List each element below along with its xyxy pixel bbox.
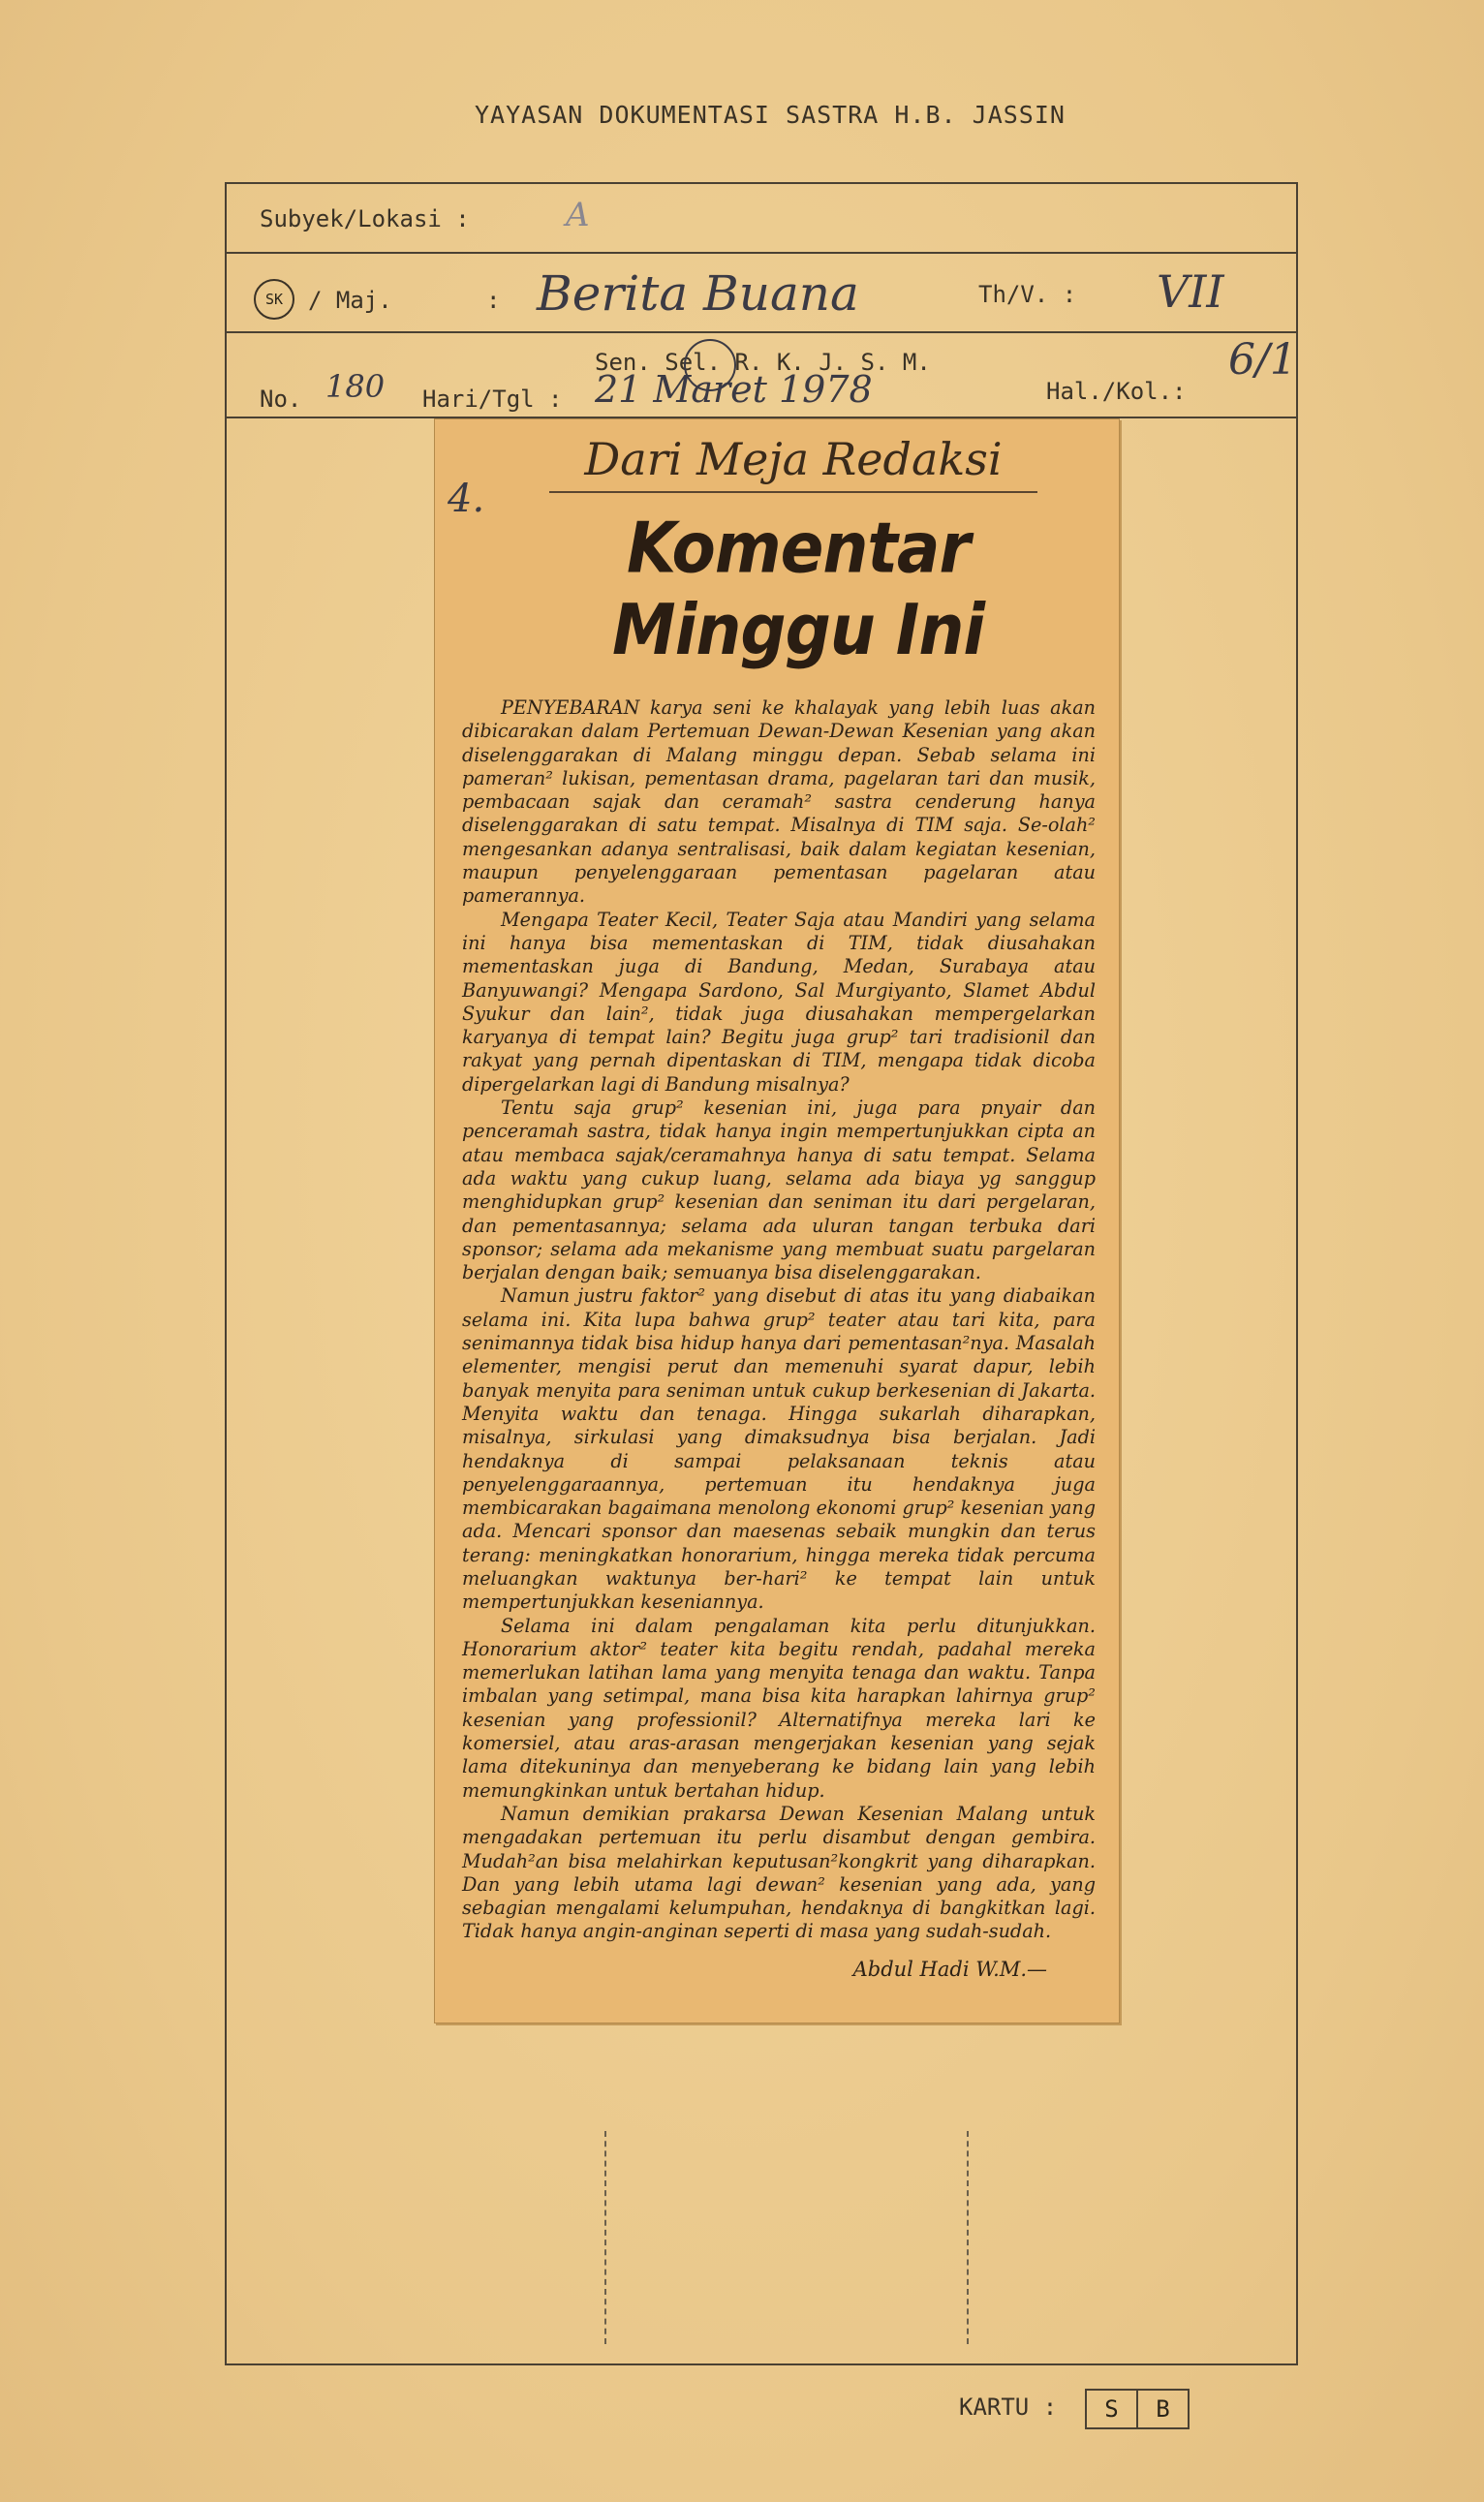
year-volume-label: Th/V. : — [978, 281, 1077, 308]
divider — [227, 331, 1296, 333]
divider — [227, 252, 1296, 254]
dashed-guide — [604, 2131, 606, 2344]
newspaper-clipping — [434, 418, 1120, 2023]
card-code-box — [1085, 2389, 1190, 2429]
day-date-label: Hari/Tgl : — [422, 386, 563, 413]
paragraph: Namun demikian prakarsa Dewan Kesenian Malang untuk mengadakan pertemuan itu perlu disambut dengan gembira. Mudah²an bisa melahirkan keputusan²kongkrit yang diharapkan. Dan yang lebih utama lagi dewan² kesenian yang ada, yang sebagian mengalami kelumpuhan, hendaknya di bangkitkan lagi. Tidak hanya angin-anginan seperti di masa yang sudah-sudah. — [462, 1802, 1096, 1943]
card-code-s: S — [1087, 2391, 1138, 2427]
number-value: 180 — [325, 368, 386, 405]
subject-label: Subyek/Lokasi : — [260, 205, 470, 232]
article-title: Komentar Minggu Ini — [612, 507, 984, 671]
paragraph: Mengapa Teater Kecil, Teater Saja atau Mandiri yang selama ini hanya bisa mementaskan di TIM, tidak diusahakan mementaskan juga di Bandung, Medan, Surabaya atau Banyuwangi? Mengapa Sardono, Sal Murgiyanto, Slamet Abdul Syukur dan lain², tidak juga diusahakan mempergelarkan karyanya di tempat lain? Begitu juga grup² tari tradisionil dan rakyat yang pernah dipentaskan di TIM, mengapa tidak dicoba dipergelarkan lagi di Bandung misalnya? — [462, 908, 1096, 1096]
sk-circle: SK — [254, 279, 294, 320]
days-row: Sen. Sel. R. K. J. S. M. — [595, 349, 931, 376]
page-column-value: 6/1 — [1228, 335, 1297, 385]
colon: : — [486, 287, 501, 314]
paragraph: PENYEBARAN karya seni ke khalayak yang lebih luas akan dibicarakan dalam Pertemuan Dewan-Dewan Kesenian yang akan diselenggarakan di Malang minggu depan. Sebab selama ini pameran² lukisan, pementasan drama, pagelaran tari dan musik, pembacaan sajak dan ceramah² sastra cenderung hanya diselenggarakan di satu tempat. Misalnya di TIM saja. Se-olah² mengesankan adanya sentralisasi, baik dalam kegiatan kesenian, maupun penyelenggaraan pementasan pagelaran atau pamerannya. — [462, 696, 1096, 908]
sk-maj-label: / Maj. — [308, 287, 392, 314]
page-column-label: Hal./Kol.: — [1046, 378, 1187, 405]
paragraph: Selama ini dalam pengalaman kita perlu ditunjukkan. Honorarium aktor² teater kita begitu rendah, padahal mereka memerlukan latihan lama yang menyita tenaga dan waktu. Tanpa imbalan yang setimpal, mana bisa kita harapkan lahirnya grup² kesenian yang professionil? Alternatifnya mereka lari ke komersiel, atau aras-arasan mengerjakan kesenian yang sejak lama ditekuninya dan menyeberang ke bidang lain yang lebih memungkinkan untuk bertahan hidup. — [462, 1614, 1096, 1802]
paragraph: Namun justru faktor² yang disebut di atas itu yang diabaikan selama ini. Kita lupa bahwa grup² teater atau tari kita, para senimannya tidak bisa hidup hanya dari pementasan²nya. Masalah elementer, mengisi perut dan memenuhi syarat dapur, lebih banyak menyita para seniman untuk cukup berkesenian di Jakarta. Menyita waktu dan tenaga. Hingga sukarlah diharapkan, misalnya, sirkulasi yang dimaksudnya bisa berjalan. Jadi hendaknya di sampai pelaksanaan teknis atau penyelenggaraannya, pertemuan itu hendaknya juga membicarakan bagaimana menolong ekonomi grup² kesenian yang ada. Mencari sponsor dan maesenas sebaik mungkin dan terus terang: meningkatkan honorarium, hingga mereka tidak percuma meluangkan waktunya ber-hari² ke tempat lain untuk mempertunjukkan keseniannya. — [462, 1284, 1096, 1614]
subject-value: A — [566, 196, 590, 234]
margin-annotation: 4. — [448, 477, 485, 521]
rubric-underline — [549, 491, 1037, 493]
number-label: No. — [260, 386, 302, 413]
card-code-b: B — [1156, 2395, 1170, 2423]
article-body — [462, 696, 1096, 1944]
paragraph: Tentu saja grup² kesenian ini, juga para pnyair dan penceramah sastra, tidak hanya ingin mempertunjukkan cipta an atau membaca sajak/ceramahnya hanya di satu tempat. Selama ada waktu yang cukup luang, selama ada biaya yg sanggup menghidupkan grup² kesenian dan seniman itu dari pergelaran, dan pementasannya; selama ada uluran tangan terbuka dari sponsor; selama ada mekanisme yang membuat suatu pargelaran berjalan dengan baik; semuanya bisa diselenggarakan. — [462, 1097, 1096, 1284]
institution-header: YAYASAN DOKUMENTASI SASTRA H.B. JASSIN — [475, 101, 1066, 129]
article-author: Abdul Hadi W.M.— — [852, 1957, 1047, 1981]
column-rubric: Dari Meja Redaksi — [584, 433, 1003, 485]
date-value: 21 Maret 1978 — [595, 368, 873, 411]
dashed-guide — [967, 2131, 969, 2344]
card-label: KARTU : — [959, 2394, 1058, 2421]
year-volume-value: VII — [1157, 265, 1224, 318]
publication-value: Berita Buana — [537, 265, 859, 322]
